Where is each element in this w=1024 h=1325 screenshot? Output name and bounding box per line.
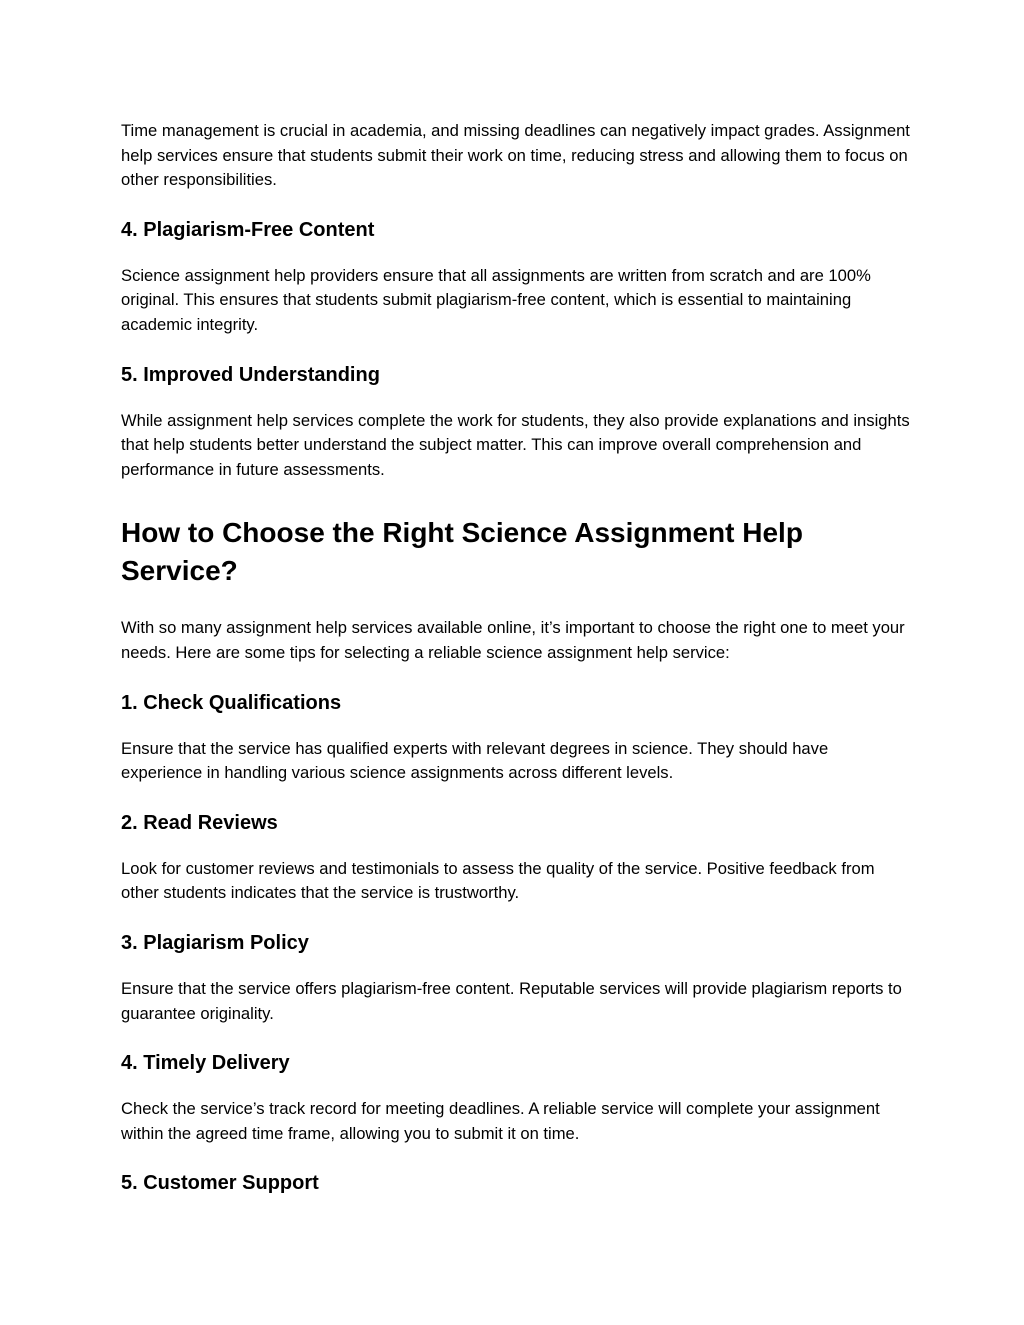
section-title-choose-service: How to Choose the Right Science Assignment Help Service? — [121, 517, 803, 587]
paragraph-choose-intro: With so many assignment help services available online, it’s important to choose the right one to meet your needs. Here are some tips for selecting a reliable science assignment help service: — [121, 618, 905, 662]
heading-check-qualifications: 1. Check Qualifications — [121, 691, 342, 714]
heading-timely-delivery: 4. Timely Delivery — [121, 1052, 290, 1075]
heading-read-reviews: 2. Read Reviews — [121, 811, 278, 834]
document-page — [121, 119, 911, 1196]
paragraph-read-reviews: Look for customer reviews and testimonials to assess the quality of the service. Positive feedback from other students indicates that the service is trustworthy. — [121, 858, 875, 903]
heading-customer-support: 5. Customer Support — [121, 1172, 319, 1195]
paragraph-timely-delivery: Check the service’s track record for meeting deadlines. A reliable service will complete your assignment within the agreed time frame, allowing you to submit it on time. — [121, 1099, 880, 1143]
paragraph-plagiarism-free-content: Science assignment help providers ensure that all assignments are written from scratch and are 100% original. This ensures that students submit plagiarism-free content, which is essential to maintaining academic integrity. — [121, 265, 871, 334]
heading-improved-understanding: 5. Improved Understanding — [121, 363, 380, 386]
paragraph-time-management: Time management is crucial in academia, and missing deadlines can negatively impact grades. Assignment help services ensure that students submit their work on time, reducing stress and allowing them to focus on other responsibilities. — [121, 121, 910, 190]
heading-plagiarism-policy: 3. Plagiarism Policy — [121, 931, 309, 954]
paragraph-improved-understanding: While assignment help services complete the work for students, they also provide explanations and insights that help students better understand the subject matter. This can improve overall comprehension and performance in future assessments. — [121, 410, 910, 479]
heading-plagiarism-free-content: 4. Plagiarism-Free Content — [121, 218, 375, 241]
paragraph-plagiarism-policy: Ensure that the service offers plagiarism-free content. Reputable services will provide plagiarism reports to guarantee originality. — [121, 978, 902, 1023]
paragraph-check-qualifications: Ensure that the service has qualified experts with relevant degrees in science. They should have experience in handling various science assignments across different levels. — [121, 738, 829, 783]
